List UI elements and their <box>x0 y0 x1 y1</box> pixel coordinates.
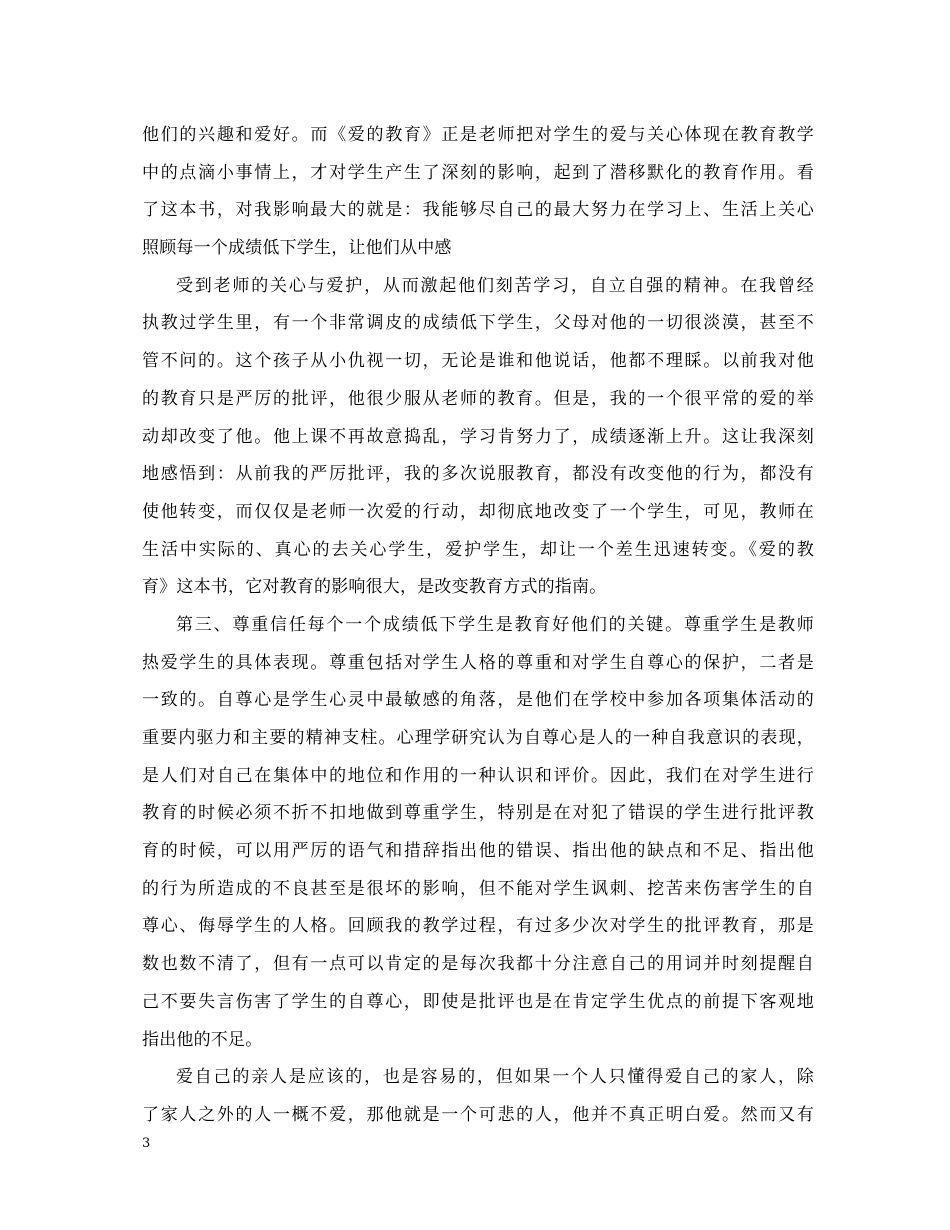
text-line: 照顾每一个成绩低下学生，让他们从中感 <box>142 238 452 259</box>
body-text <box>142 117 814 1135</box>
text-line: 育的时候，可以用严厉的语气和措辞指出他的错误、指出他的缺点和不足、指出他 <box>142 841 814 862</box>
text-line: 了家人之外的人一概不爱，那他就是一个可悲的人，他并不真正明白爱。然而又有 <box>142 1104 814 1125</box>
text-line: 数也数不清了，但有一点可以肯定的是每次我都十分注意自己的用词并时刻提醒自 <box>142 954 814 975</box>
text-line: 了这本书，对我影响最大的就是：我能够尽自己的最大努力在学习上、生活上关心 <box>142 200 814 221</box>
text-line: 管不问的。这个孩子从小仇视一切，无论是谁和他说话，他都不理睬。以前我对他 <box>142 351 814 372</box>
text-line: 生活中实际的、真心的去关心学生，爱护学生，却让一个差生迅速转变。《爱的教 <box>142 539 814 560</box>
text-line: 地感悟到：从前我的严厉批评，我的多次说服教育，都没有改变他的行为，都没有 <box>142 464 814 485</box>
text-line: 执教过学生里，有一个非常调皮的成绩低下学生，父母对他的一切很淡漠，甚至不 <box>142 313 814 334</box>
text-line: 他们的兴趣和爱好。而《爱的教育》正是老师把对学生的爱与关心体现在教育教学 <box>142 125 814 145</box>
text-line: 育》这本书，它对教育的影响很大，是改变教育方式的指南。 <box>142 577 607 598</box>
text-line: 重要内驱力和主要的精神支柱。心理学研究认为自尊心是人的一种自我意识的表现， <box>142 728 814 748</box>
text-line: 使他转变，而仅仅是老师一次爱的行动，却彻底地改变了一个学生，可见，教师在 <box>142 501 814 522</box>
text-line: 中的点滴小事情上，才对学生产生了深刻的影响，起到了潜移默化的教育作用。看 <box>142 162 814 183</box>
text-line: 的教育只是严厉的批评，他很少服从老师的教育。但是，我的一个很平常的爱的举 <box>142 388 814 409</box>
text-line: 是人们对自己在集体中的地位和作用的一种认识和评价。因此，我们在对学生进行 <box>142 765 814 786</box>
text-line: 一致的。自尊心是学生心灵中最敏感的角落，是他们在学校中参加各项集体活动的 <box>142 690 814 711</box>
text-line: 己不要失言伤害了学生的自尊心，即使是批评也是在肯定学生优点的前提下客观地 <box>142 991 814 1012</box>
text-line: 热爱学生的具体表现。尊重包括对学生人格的尊重和对学生自尊心的保护，二者是 <box>142 652 814 673</box>
text-line: 受到老师的关心与爱护，从而激起他们刻苦学习，自立自强的精神。在我曾经 <box>176 275 814 296</box>
text-line: 动却改变了他。他上课不再故意捣乱，学习肯努力了，成绩逐渐上升。这让我深刻 <box>142 426 814 447</box>
text-line: 爱自己的亲人是应该的，也是容易的，但如果一个人只懂得爱自己的家人，除 <box>176 1067 814 1088</box>
text-line: 教育的时候必须不折不扣地做到尊重学生，特别是在对犯了错误的学生进行批评教 <box>142 803 814 824</box>
text-line: 第三、尊重信任每个一个成绩低下学生是教育好他们的关键。尊重学生是教师 <box>176 614 814 635</box>
page-number: 3 <box>142 1136 151 1151</box>
text-line: 指出他的不足。 <box>142 1029 263 1050</box>
text-line: 的行为所造成的不良甚至是很坏的影响，但不能对学生讽刺、挖苦来伤害学生的自 <box>142 878 814 899</box>
text-line: 尊心、侮辱学生的人格。回顾我的教学过程，有过多少次对学生的批评教育，那是 <box>142 916 814 937</box>
